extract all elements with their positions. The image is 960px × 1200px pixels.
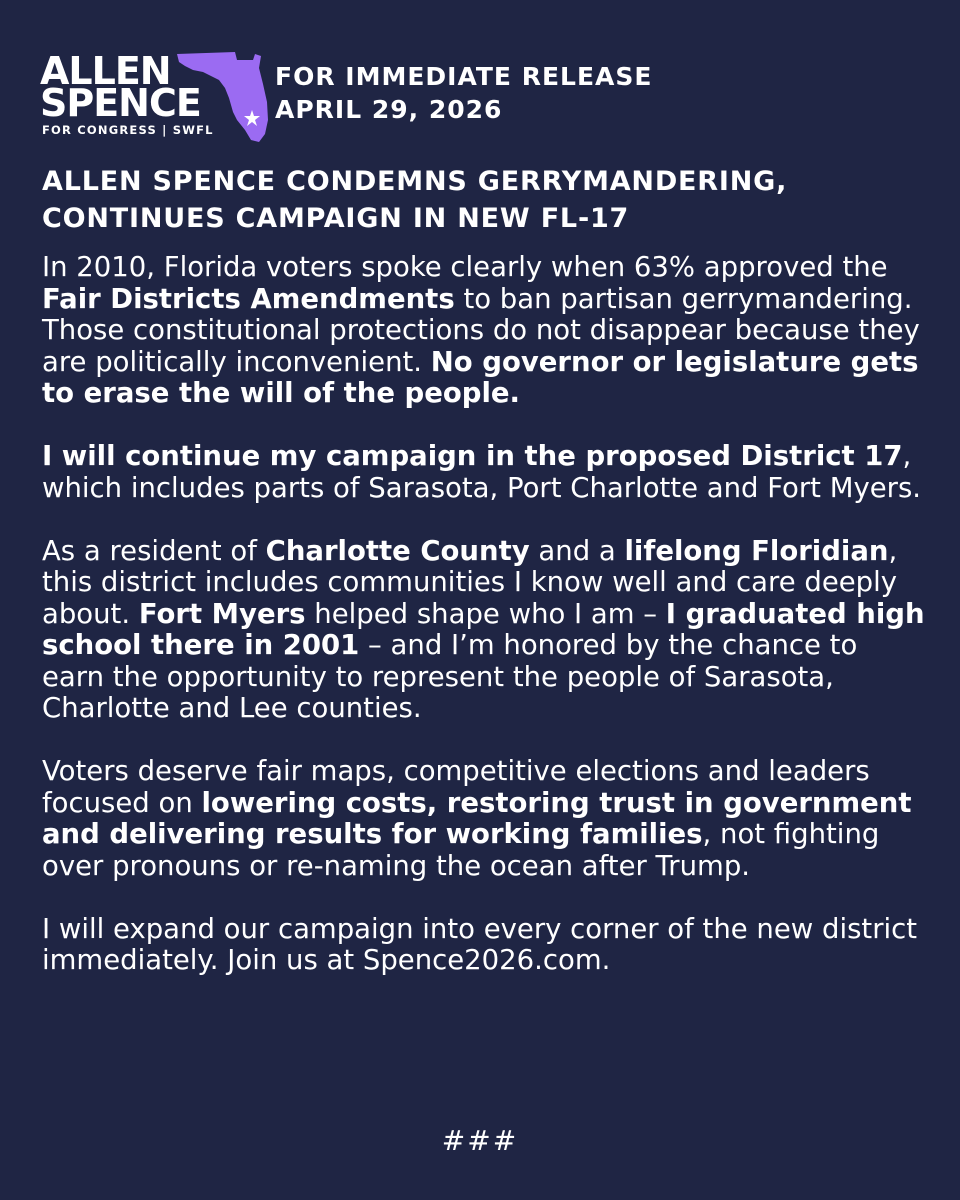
campaign-logo (40, 50, 260, 150)
release-date: APRIL 29, 2026 (275, 95, 503, 124)
press-release-body (42, 252, 927, 1008)
bold-run: Fair Districts Amendments (42, 282, 455, 315)
text-run: Voters deserve fair maps, competitive elections and leaders focused on (42, 755, 870, 819)
text-run: – and I’m honored by the chance to earn the opportunity to represent the people of Sarasota, Charlotte and Lee counties. (42, 629, 858, 724)
release-label: FOR IMMEDIATE RELEASE (275, 62, 653, 91)
bold-run: I will continue my campaign in the proposed District 17 (42, 440, 903, 472)
logo-subtitle: FOR CONGRESS | SWFL (42, 123, 214, 137)
text-run: As a resident of (42, 534, 266, 567)
bold-run: Charlotte County (265, 534, 530, 567)
bold-run: lowering costs, restoring trust in government and delivering results for working families (42, 786, 912, 850)
paragraph-4 (42, 756, 927, 882)
bold-run: No governor or legislature gets to erase the will of the people. (42, 345, 919, 409)
paragraph-3 (42, 536, 927, 725)
text-run: to ban partisan gerrymandering. Those constitutional protections do not disappear because they are politically inconvenient. (42, 282, 920, 378)
headline-line2: CONTINUES CAMPAIGN IN NEW FL-17 (42, 203, 630, 234)
paragraph-1 (42, 252, 927, 410)
bold-run: I graduated high school there in 2001 (42, 597, 925, 661)
text-run: , which includes parts of Sarasota, Port Charlotte and Fort Myers. (42, 440, 922, 504)
headline (42, 163, 922, 237)
text-run: , not fighting over pronouns or re-naming the ocean after Trump. (42, 818, 880, 882)
text-run: , this district includes communities I know well and care deeply about. (42, 534, 898, 630)
bold-run: Fort Myers (138, 597, 306, 630)
bold-run: lifelong Floridian (624, 534, 889, 567)
headline-line1: ALLEN SPENCE CONDEMNS GERRYMANDERING, (42, 166, 788, 197)
end-mark: ### (441, 1124, 519, 1157)
paragraph-2 (42, 441, 927, 504)
text-run: In 2010, Florida voters spoke clearly when 63% approved the (42, 251, 888, 283)
text-run: helped shape who I am – (305, 597, 666, 630)
logo-name-first: ALLEN (40, 49, 171, 93)
release-header (275, 60, 652, 126)
logo-name-last: SPENCE (40, 81, 201, 125)
text-run: I will expand our campaign into every corner of the new district immediately. Join us at Spence2026.com. (42, 912, 918, 976)
paragraph-5 (42, 914, 927, 977)
text-run: and a (529, 534, 625, 567)
